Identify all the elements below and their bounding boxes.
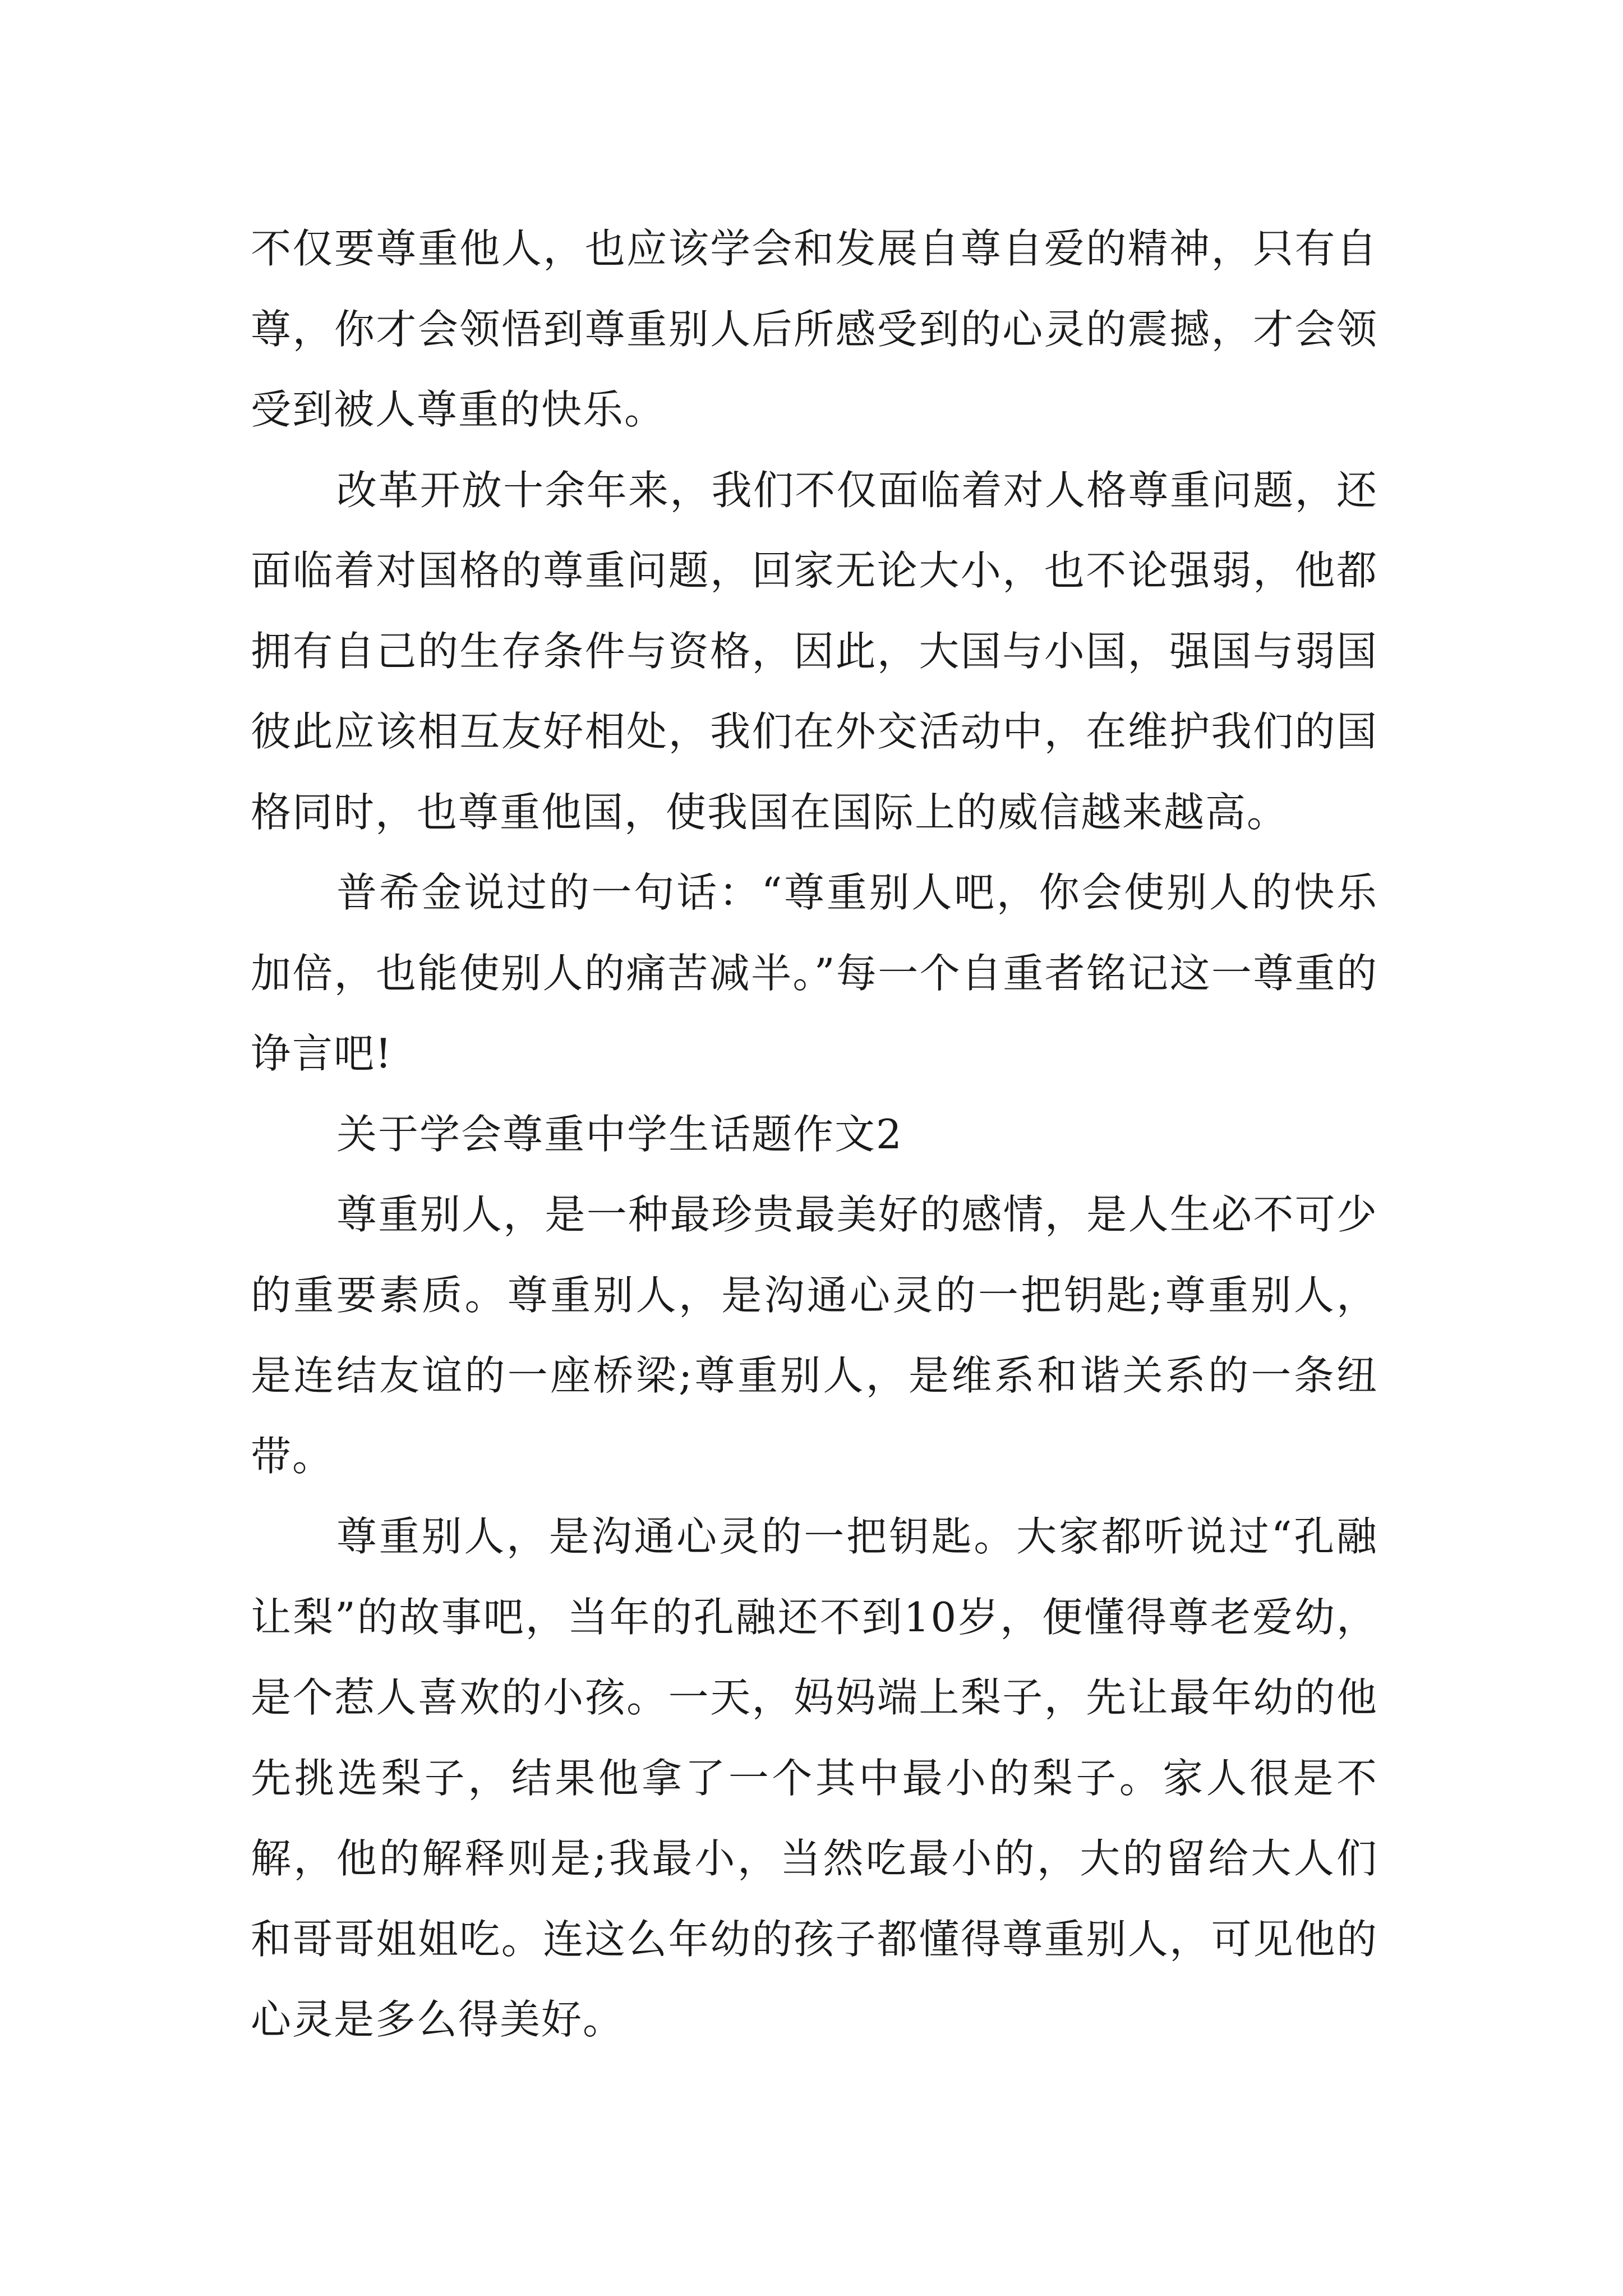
paragraph-pushkin-quote: 普希金说过的一句话：“尊重别人吧，你会使别人的快乐加倍，也能使别人的痛苦减半。”每一个自重者铭记这一尊重的诤言吧! — [251, 869, 1378, 1077]
paragraph-kong-rong: 尊重别人，是沟通心灵的一把钥匙。大家都听说过“孔融让梨”的故事吧，当年的孔融还不到10岁，便懂得尊老爱幼，是个惹人喜欢的小孩。一天，妈妈端上梨子，先让最年幼的他先挑选梨子，结果他拿了一个其中最小的梨子。家人很是不解，他的解释则是;我最小，当然吃最小的，大的留给大人们和哥哥姐姐吃。连这么年幼的孩子都懂得尊重别人，可见他的心灵是多么得美好。 — [251, 1513, 1378, 2043]
paragraph-reform: 改革开放十余年来，我们不仅面临着对人格尊重问题，还面临着对国格的尊重问题，回家无论大小，也不论强弱，他都拥有自己的生存条件与资格，因此，大国与小国，强国与弱国彼此应该相互友好相处，我们在外交活动中，在维护我们的国格同时，也尊重他国，使我国在国际上的威信越来越高。 — [251, 466, 1378, 836]
document-body — [251, 209, 1378, 2060]
paragraph-continuation: 不仅要尊重他人，也应该学会和发展自尊自爱的精神，只有自尊，你才会领悟到尊重别人后所感受到的心灵的震撼，才会领受到被人尊重的快乐。 — [251, 225, 1378, 433]
essay-heading: 关于学会尊重中学生话题作文2 — [336, 1110, 903, 1158]
paragraph-respect-intro: 尊重别人，是一种最珍贵最美好的感情，是人生必不可少的重要素质。尊重别人，是沟通心灵的一把钥匙;尊重别人，是连结友谊的一座桥梁;尊重别人，是维系和谐关系的一条纽带。 — [251, 1191, 1378, 1480]
